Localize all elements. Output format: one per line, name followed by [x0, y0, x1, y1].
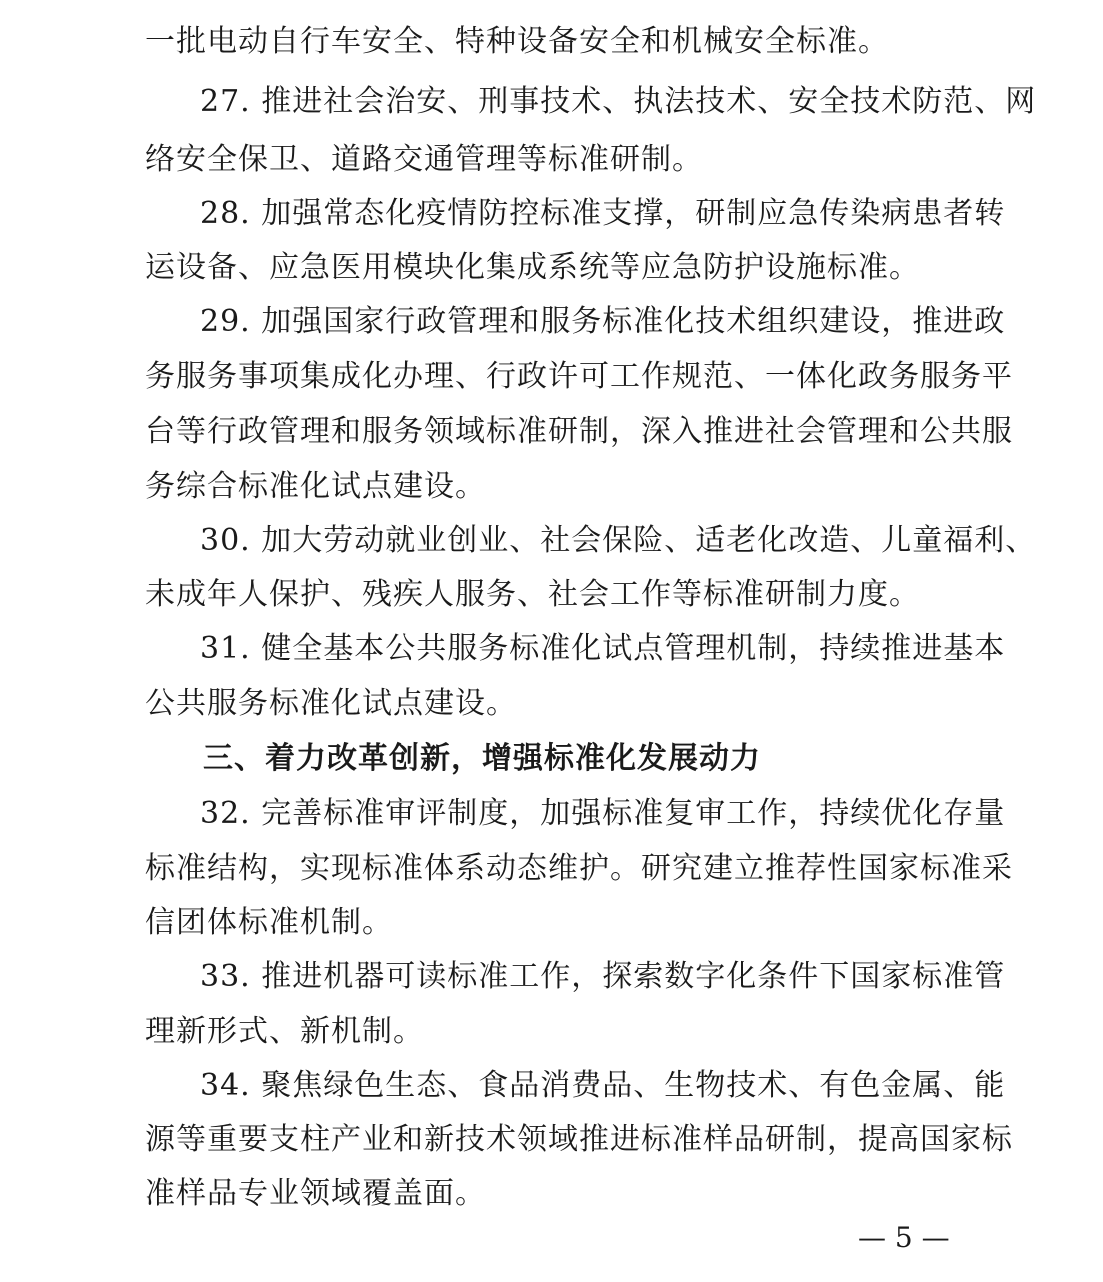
paragraph-30-line: 30. 加大劳动就业创业、社会保险、适老化改造、儿童福利、 [200, 523, 1037, 558]
text-line: 未成年人保护、残疾人服务、社会工作等标准研制力度。 [145, 577, 920, 612]
paragraph-32-line: 32. 完善标准审评制度，加强标准复审工作，持续优化存量 [200, 796, 1006, 831]
section-heading: 三、着力改革创新，增强标准化发展动力 [203, 741, 761, 776]
page-number: — 5 — [858, 1221, 950, 1254]
paragraph-29-line: 29. 加强国家行政管理和服务标准化技术组织建设，推进政 [200, 304, 1006, 339]
paragraph-33-line: 33. 推进机器可读标准工作，探索数字化条件下国家标准管 [200, 959, 1006, 994]
text-line: 络安全保卫、道路交通管理等标准研制。 [145, 142, 703, 177]
text-line: 运设备、应急医用模块化集成系统等应急防护设施标准。 [145, 250, 920, 285]
paragraph-27-line: 27. 推进社会治安、刑事技术、执法技术、安全技术防范、网 [200, 84, 1037, 119]
text-line: 台等行政管理和服务领域标准研制，深入推进社会管理和公共服 [145, 414, 1013, 449]
text-line: 源等重要支柱产业和新技术领域推进标准样品研制，提高国家标 [145, 1122, 1013, 1157]
paragraph-34-line: 34. 聚焦绿色生态、食品消费品、生物技术、有色金属、能 [200, 1068, 1006, 1103]
text-line: 务综合标准化试点建设。 [145, 469, 486, 504]
paragraph-28-line: 28. 加强常态化疫情防控标准支撑，研制应急传染病患者转 [200, 196, 1006, 231]
text-line: 准样品专业领域覆盖面。 [145, 1176, 486, 1211]
text-line: 一批电动自行车安全、特种设备安全和机械安全标准。 [145, 24, 889, 59]
text-line: 理新形式、新机制。 [145, 1014, 424, 1049]
paragraph-31-line: 31. 健全基本公共服务标准化试点管理机制，持续推进基本 [200, 631, 1006, 666]
text-line: 公共服务标准化试点建设。 [145, 686, 517, 721]
text-line: 标准结构，实现标准体系动态维护。研究建立推荐性国家标准采 [145, 851, 1013, 886]
text-line: 务服务事项集成化办理、行政许可工作规范、一体化政务服务平 [145, 359, 1013, 394]
text-line: 信团体标准机制。 [145, 905, 393, 940]
